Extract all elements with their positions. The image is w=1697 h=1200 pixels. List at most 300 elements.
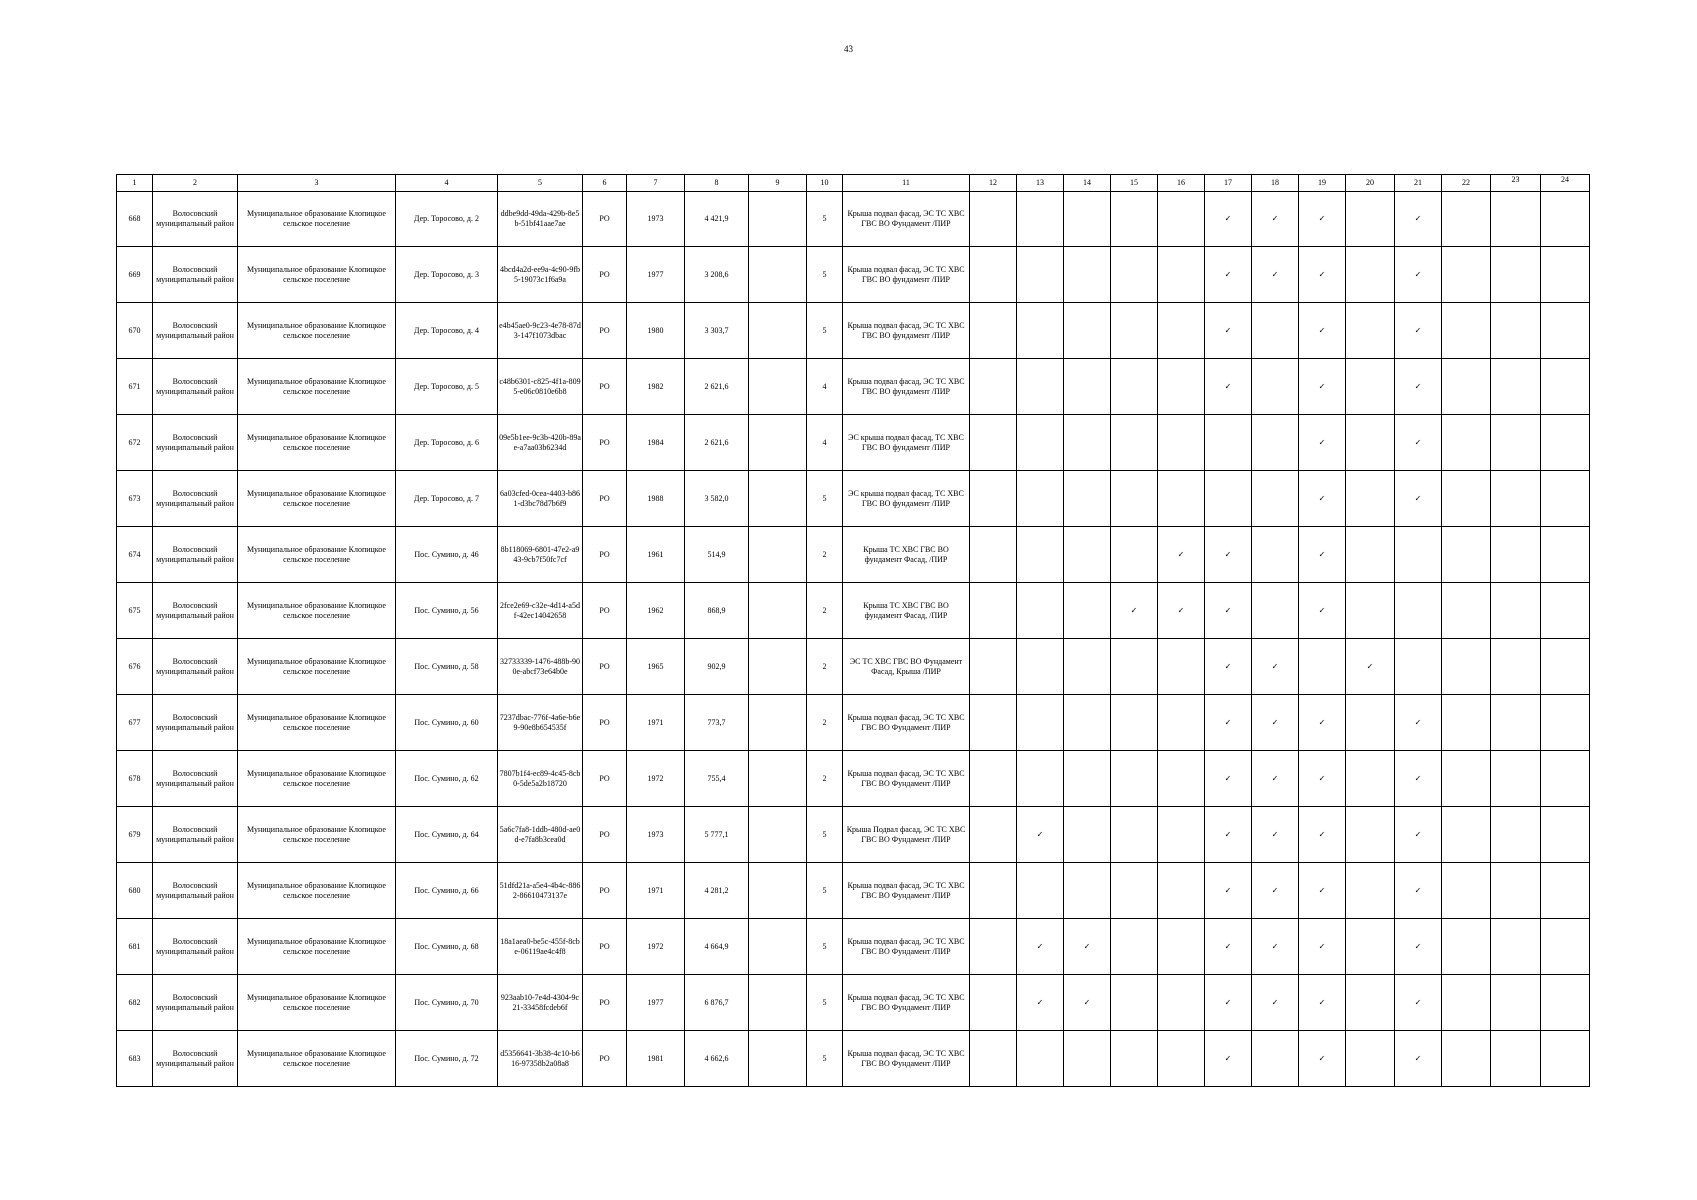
checkmark-cell: ✓ xyxy=(1252,247,1299,303)
district-cell: Волосовский муниципальный район xyxy=(153,919,238,975)
house-id-cell: 4bcd4a2d-ee9a-4c90-9fb5-19073c1f6a9a xyxy=(498,247,583,303)
col9-cell xyxy=(749,247,807,303)
empty-cell xyxy=(1252,359,1299,415)
empty-cell xyxy=(970,919,1017,975)
empty-cell xyxy=(1252,415,1299,471)
municipality-cell: Муниципальное образование Клопицкое сельское поселение xyxy=(238,807,396,863)
checkmark-cell: ✓ xyxy=(1299,359,1346,415)
municipality-cell: Муниципальное образование Клопицкое сельское поселение xyxy=(238,1031,396,1087)
col9-cell xyxy=(749,639,807,695)
address-cell: Пос. Сумино, д. 66 xyxy=(396,863,498,919)
empty-cell xyxy=(1158,415,1205,471)
area-cell: 2 621,6 xyxy=(685,415,749,471)
empty-cell xyxy=(1064,471,1111,527)
column-header-17: 17 xyxy=(1205,175,1252,192)
empty-cell xyxy=(1346,807,1395,863)
empty-cell xyxy=(1158,639,1205,695)
floors-cell: 5 xyxy=(807,1031,843,1087)
ownership-cell: РО xyxy=(583,527,627,583)
row-number-cell: 674 xyxy=(117,527,153,583)
checkmark-cell: ✓ xyxy=(1395,359,1442,415)
house-id-cell: ddbe9dd-49da-429b-8e5b-51bf41aae7ae xyxy=(498,192,583,247)
table-row xyxy=(117,415,1590,471)
empty-cell xyxy=(1346,527,1395,583)
empty-cell xyxy=(1346,751,1395,807)
district-cell: Волосовский муниципальный район xyxy=(153,807,238,863)
row-number-cell: 672 xyxy=(117,415,153,471)
empty-cell xyxy=(1491,247,1541,303)
works-cell: Крыша подвал фасад, ЭС ТС ХВС ГВС ВО фундамент /ПИР xyxy=(843,359,970,415)
municipality-cell: Муниципальное образование Клопицкое сельское поселение xyxy=(238,695,396,751)
checkmark-cell: ✓ xyxy=(1111,583,1158,639)
empty-cell xyxy=(1442,415,1491,471)
checkmark-cell: ✓ xyxy=(1299,807,1346,863)
checkmark-cell: ✓ xyxy=(1299,919,1346,975)
checkmark-cell: ✓ xyxy=(1158,583,1205,639)
empty-cell xyxy=(1111,247,1158,303)
empty-cell xyxy=(1111,639,1158,695)
checkmark-cell: ✓ xyxy=(1395,975,1442,1031)
district-cell: Волосовский муниципальный район xyxy=(153,415,238,471)
address-cell: Дер. Торосово, д. 6 xyxy=(396,415,498,471)
col9-cell xyxy=(749,807,807,863)
year-cell: 1972 xyxy=(627,751,685,807)
ownership-cell: РО xyxy=(583,919,627,975)
address-cell: Дер. Торосово, д. 4 xyxy=(396,303,498,359)
empty-cell xyxy=(1346,695,1395,751)
municipality-cell: Муниципальное образование Клопицкое сельское поселение xyxy=(238,247,396,303)
column-header-24: 24 xyxy=(1541,175,1590,192)
district-cell: Волосовский муниципальный район xyxy=(153,695,238,751)
empty-cell xyxy=(1064,247,1111,303)
works-cell: Крыша подвал фасад, ЭС ТС ХВС ГВС ВО Фундамент /ПИР xyxy=(843,192,970,247)
empty-cell xyxy=(1111,807,1158,863)
empty-cell xyxy=(1017,695,1064,751)
area-cell: 902,9 xyxy=(685,639,749,695)
district-cell: Волосовский муниципальный район xyxy=(153,1031,238,1087)
empty-cell xyxy=(1442,583,1491,639)
area-cell: 4 421,9 xyxy=(685,192,749,247)
year-cell: 1988 xyxy=(627,471,685,527)
empty-cell xyxy=(1064,695,1111,751)
address-cell: Пос. Сумино, д. 62 xyxy=(396,751,498,807)
municipality-cell: Муниципальное образование Клопицкое сельское поселение xyxy=(238,975,396,1031)
area-cell: 3 208,6 xyxy=(685,247,749,303)
empty-cell xyxy=(1064,583,1111,639)
checkmark-cell: ✓ xyxy=(1252,192,1299,247)
checkmark-cell: ✓ xyxy=(1252,639,1299,695)
empty-cell xyxy=(1111,415,1158,471)
area-cell: 4 662,6 xyxy=(685,1031,749,1087)
empty-cell xyxy=(1111,359,1158,415)
empty-cell xyxy=(1346,303,1395,359)
empty-cell xyxy=(1158,751,1205,807)
empty-cell xyxy=(1442,863,1491,919)
address-cell: Дер. Торосово, д. 7 xyxy=(396,471,498,527)
empty-cell xyxy=(1541,527,1590,583)
ownership-cell: РО xyxy=(583,695,627,751)
empty-cell xyxy=(1346,919,1395,975)
house-id-cell: 32733339-1476-488b-900e-abcf73e64b0e xyxy=(498,639,583,695)
table-row xyxy=(117,919,1590,975)
empty-cell xyxy=(1017,863,1064,919)
year-cell: 1961 xyxy=(627,527,685,583)
empty-cell xyxy=(1541,751,1590,807)
empty-cell xyxy=(1017,359,1064,415)
checkmark-cell: ✓ xyxy=(1017,919,1064,975)
checkmark-cell: ✓ xyxy=(1205,247,1252,303)
ownership-cell: РО xyxy=(583,359,627,415)
empty-cell xyxy=(1395,583,1442,639)
empty-cell xyxy=(1017,1031,1064,1087)
housing-register-table xyxy=(116,174,1590,1087)
checkmark-cell: ✓ xyxy=(1252,751,1299,807)
checkmark-cell: ✓ xyxy=(1299,415,1346,471)
municipality-cell: Муниципальное образование Клопицкое сельское поселение xyxy=(238,471,396,527)
area-cell: 6 876,7 xyxy=(685,975,749,1031)
checkmark-cell: ✓ xyxy=(1395,1031,1442,1087)
empty-cell xyxy=(1017,527,1064,583)
year-cell: 1973 xyxy=(627,807,685,863)
column-header-16: 16 xyxy=(1158,175,1205,192)
table-row xyxy=(117,527,1590,583)
checkmark-cell: ✓ xyxy=(1252,807,1299,863)
empty-cell xyxy=(1541,863,1590,919)
address-cell: Пос. Сумино, д. 60 xyxy=(396,695,498,751)
empty-cell xyxy=(1491,471,1541,527)
works-cell: Крыша подвал фасад, ЭС ТС ХВС ГВС ВО Фундамент /ПИР xyxy=(843,975,970,1031)
row-number-cell: 679 xyxy=(117,807,153,863)
empty-cell xyxy=(1541,695,1590,751)
col9-cell xyxy=(749,527,807,583)
empty-cell xyxy=(1541,807,1590,863)
empty-cell xyxy=(1205,471,1252,527)
column-header-6: 6 xyxy=(583,175,627,192)
empty-cell xyxy=(1111,919,1158,975)
house-id-cell: 7807b1f4-ec89-4c45-8cb0-5de5a2b18720 xyxy=(498,751,583,807)
col9-cell xyxy=(749,751,807,807)
area-cell: 4 664,9 xyxy=(685,919,749,975)
empty-cell xyxy=(1442,919,1491,975)
checkmark-cell: ✓ xyxy=(1205,863,1252,919)
checkmark-cell: ✓ xyxy=(1205,583,1252,639)
empty-cell xyxy=(970,192,1017,247)
column-header-13: 13 xyxy=(1017,175,1064,192)
row-number-cell: 676 xyxy=(117,639,153,695)
year-cell: 1965 xyxy=(627,639,685,695)
checkmark-cell: ✓ xyxy=(1205,639,1252,695)
checkmark-cell: ✓ xyxy=(1252,863,1299,919)
checkmark-cell: ✓ xyxy=(1299,303,1346,359)
empty-cell xyxy=(1158,471,1205,527)
row-number-cell: 678 xyxy=(117,751,153,807)
house-id-cell: d5356641-3b38-4c10-b616-97358b2a08a8 xyxy=(498,1031,583,1087)
empty-cell xyxy=(970,975,1017,1031)
empty-cell xyxy=(1442,192,1491,247)
empty-cell xyxy=(1064,639,1111,695)
empty-cell xyxy=(1346,583,1395,639)
ownership-cell: РО xyxy=(583,1031,627,1087)
row-number-cell: 675 xyxy=(117,583,153,639)
empty-cell xyxy=(1158,863,1205,919)
col9-cell xyxy=(749,359,807,415)
empty-cell xyxy=(1491,1031,1541,1087)
checkmark-cell: ✓ xyxy=(1205,303,1252,359)
row-number-cell: 681 xyxy=(117,919,153,975)
empty-cell xyxy=(1442,359,1491,415)
empty-cell xyxy=(1158,695,1205,751)
area-cell: 514,9 xyxy=(685,527,749,583)
empty-cell xyxy=(970,807,1017,863)
house-id-cell: 923aab10-7e4d-4304-9c21-33458fcdeb6f xyxy=(498,975,583,1031)
table-row xyxy=(117,359,1590,415)
area-cell: 4 281,2 xyxy=(685,863,749,919)
col9-cell xyxy=(749,919,807,975)
checkmark-cell: ✓ xyxy=(1299,527,1346,583)
column-header-4: 4 xyxy=(396,175,498,192)
empty-cell xyxy=(1491,919,1541,975)
floors-cell: 5 xyxy=(807,975,843,1031)
floors-cell: 2 xyxy=(807,695,843,751)
column-header-11: 11 xyxy=(843,175,970,192)
column-header-22: 22 xyxy=(1442,175,1491,192)
works-cell: Крыша подвал фасад, ЭС ТС ХВС ГВС ВО Фундамент /ПИР xyxy=(843,919,970,975)
checkmark-cell: ✓ xyxy=(1395,415,1442,471)
works-cell: ЭС крыша подвал фасад, ТС ХВС ГВС ВО фундамент /ПИР xyxy=(843,471,970,527)
empty-cell xyxy=(1252,303,1299,359)
checkmark-cell: ✓ xyxy=(1205,527,1252,583)
empty-cell xyxy=(1491,751,1541,807)
empty-cell xyxy=(1442,807,1491,863)
checkmark-cell: ✓ xyxy=(1299,751,1346,807)
col9-cell xyxy=(749,1031,807,1087)
checkmark-cell: ✓ xyxy=(1395,471,1442,527)
checkmark-cell: ✓ xyxy=(1299,247,1346,303)
municipality-cell: Муниципальное образование Клопицкое сельское поселение xyxy=(238,192,396,247)
checkmark-cell: ✓ xyxy=(1395,751,1442,807)
row-number-cell: 670 xyxy=(117,303,153,359)
area-cell: 3 303,7 xyxy=(685,303,749,359)
empty-cell xyxy=(1346,975,1395,1031)
empty-cell xyxy=(1442,975,1491,1031)
year-cell: 1973 xyxy=(627,192,685,247)
empty-cell xyxy=(1395,527,1442,583)
checkmark-cell: ✓ xyxy=(1299,695,1346,751)
house-id-cell: 8b118069-6801-47e2-a943-9cb7f50fc7cf xyxy=(498,527,583,583)
ownership-cell: РО xyxy=(583,471,627,527)
ownership-cell: РО xyxy=(583,247,627,303)
checkmark-cell: ✓ xyxy=(1395,807,1442,863)
checkmark-cell: ✓ xyxy=(1395,695,1442,751)
floors-cell: 2 xyxy=(807,527,843,583)
checkmark-cell: ✓ xyxy=(1395,919,1442,975)
ownership-cell: РО xyxy=(583,583,627,639)
table-row xyxy=(117,695,1590,751)
district-cell: Волосовский муниципальный район xyxy=(153,527,238,583)
checkmark-cell: ✓ xyxy=(1395,247,1442,303)
empty-cell xyxy=(1017,639,1064,695)
empty-cell xyxy=(1346,192,1395,247)
address-cell: Пос. Сумино, д. 68 xyxy=(396,919,498,975)
year-cell: 1980 xyxy=(627,303,685,359)
checkmark-cell: ✓ xyxy=(1017,975,1064,1031)
year-cell: 1977 xyxy=(627,247,685,303)
checkmark-cell: ✓ xyxy=(1395,303,1442,359)
empty-cell xyxy=(970,751,1017,807)
checkmark-cell: ✓ xyxy=(1252,919,1299,975)
empty-cell xyxy=(1541,639,1590,695)
area-cell: 755,4 xyxy=(685,751,749,807)
empty-cell xyxy=(1541,192,1590,247)
floors-cell: 5 xyxy=(807,807,843,863)
floors-cell: 5 xyxy=(807,863,843,919)
address-cell: Пос. Сумино, д. 72 xyxy=(396,1031,498,1087)
floors-cell: 5 xyxy=(807,919,843,975)
column-number-row xyxy=(117,175,1590,192)
house-id-cell: 18a1aea0-be5c-455f-8cbe-06119ae4c4f8 xyxy=(498,919,583,975)
empty-cell xyxy=(970,247,1017,303)
empty-cell xyxy=(970,303,1017,359)
empty-cell xyxy=(1158,919,1205,975)
empty-cell xyxy=(1442,639,1491,695)
works-cell: ЭС ТС ХВС ГВС ВО Фундамент Фасад, Крыша /ПИР xyxy=(843,639,970,695)
empty-cell xyxy=(1541,415,1590,471)
table-row xyxy=(117,247,1590,303)
floors-cell: 5 xyxy=(807,303,843,359)
empty-cell xyxy=(1442,695,1491,751)
house-id-cell: e4b45ae0-9c23-4e78-87d3-147f1073dbac xyxy=(498,303,583,359)
empty-cell xyxy=(970,583,1017,639)
district-cell: Волосовский муниципальный район xyxy=(153,639,238,695)
works-cell: ЭС крыша подвал фасад, ТС ХВС ГВС ВО фундамент /ПИР xyxy=(843,415,970,471)
checkmark-cell: ✓ xyxy=(1205,975,1252,1031)
address-cell: Пос. Сумино, д. 70 xyxy=(396,975,498,1031)
col9-cell xyxy=(749,695,807,751)
address-cell: Дер. Торосово, д. 3 xyxy=(396,247,498,303)
empty-cell xyxy=(1017,583,1064,639)
empty-cell xyxy=(1252,527,1299,583)
floors-cell: 2 xyxy=(807,751,843,807)
empty-cell xyxy=(1064,1031,1111,1087)
empty-cell xyxy=(1346,247,1395,303)
checkmark-cell: ✓ xyxy=(1299,192,1346,247)
row-number-cell: 671 xyxy=(117,359,153,415)
floors-cell: 4 xyxy=(807,415,843,471)
col9-cell xyxy=(749,583,807,639)
empty-cell xyxy=(1158,807,1205,863)
column-header-21: 21 xyxy=(1395,175,1442,192)
empty-cell xyxy=(1064,359,1111,415)
empty-cell xyxy=(1064,303,1111,359)
column-header-1: 1 xyxy=(117,175,153,192)
column-header-9: 9 xyxy=(749,175,807,192)
house-id-cell: 09e5b1ee-9c3b-420b-89ae-a7aa03b6234d xyxy=(498,415,583,471)
floors-cell: 2 xyxy=(807,639,843,695)
district-cell: Волосовский муниципальный район xyxy=(153,359,238,415)
table-row xyxy=(117,975,1590,1031)
empty-cell xyxy=(1541,471,1590,527)
municipality-cell: Муниципальное образование Клопицкое сельское поселение xyxy=(238,863,396,919)
district-cell: Волосовский муниципальный район xyxy=(153,863,238,919)
municipality-cell: Муниципальное образование Клопицкое сельское поселение xyxy=(238,751,396,807)
municipality-cell: Муниципальное образование Клопицкое сельское поселение xyxy=(238,527,396,583)
year-cell: 1971 xyxy=(627,695,685,751)
column-header-18: 18 xyxy=(1252,175,1299,192)
empty-cell xyxy=(1017,303,1064,359)
municipality-cell: Муниципальное образование Клопицкое сельское поселение xyxy=(238,303,396,359)
ownership-cell: РО xyxy=(583,192,627,247)
column-header-8: 8 xyxy=(685,175,749,192)
empty-cell xyxy=(1541,583,1590,639)
empty-cell xyxy=(1346,863,1395,919)
empty-cell xyxy=(1111,527,1158,583)
house-id-cell: c48b6301-c825-4f1a-8095-e06c0810e6b8 xyxy=(498,359,583,415)
column-header-2: 2 xyxy=(153,175,238,192)
works-cell: Крыша ТС ХВС ГВС ВО фундамент Фасад, /ПИР xyxy=(843,583,970,639)
checkmark-cell: ✓ xyxy=(1299,471,1346,527)
column-header-3: 3 xyxy=(238,175,396,192)
district-cell: Волосовский муниципальный район xyxy=(153,975,238,1031)
row-number-cell: 682 xyxy=(117,975,153,1031)
empty-cell xyxy=(1017,192,1064,247)
empty-cell xyxy=(1442,527,1491,583)
empty-cell xyxy=(1491,359,1541,415)
empty-cell xyxy=(1541,919,1590,975)
empty-cell xyxy=(1491,303,1541,359)
area-cell: 773,7 xyxy=(685,695,749,751)
area-cell: 3 582,0 xyxy=(685,471,749,527)
floors-cell: 5 xyxy=(807,192,843,247)
floors-cell: 5 xyxy=(807,471,843,527)
empty-cell xyxy=(1541,975,1590,1031)
column-header-20: 20 xyxy=(1346,175,1395,192)
house-id-cell: 51dfd21a-a5e4-4b4c-8862-86610473137e xyxy=(498,863,583,919)
row-number-cell: 683 xyxy=(117,1031,153,1087)
year-cell: 1984 xyxy=(627,415,685,471)
empty-cell xyxy=(1346,415,1395,471)
works-cell: Крыша подвал фасад, ЭС ТС ХВС ГВС ВО Фундамент /ПИР xyxy=(843,695,970,751)
checkmark-cell: ✓ xyxy=(1299,1031,1346,1087)
checkmark-cell: ✓ xyxy=(1205,695,1252,751)
empty-cell xyxy=(1158,192,1205,247)
col9-cell xyxy=(749,415,807,471)
empty-cell xyxy=(1541,303,1590,359)
empty-cell xyxy=(970,415,1017,471)
empty-cell xyxy=(1491,695,1541,751)
floors-cell: 4 xyxy=(807,359,843,415)
empty-cell xyxy=(970,1031,1017,1087)
empty-cell xyxy=(1158,303,1205,359)
checkmark-cell: ✓ xyxy=(1064,919,1111,975)
checkmark-cell: ✓ xyxy=(1205,192,1252,247)
empty-cell xyxy=(1158,247,1205,303)
empty-cell xyxy=(1017,471,1064,527)
empty-cell xyxy=(1491,807,1541,863)
checkmark-cell: ✓ xyxy=(1395,192,1442,247)
row-number-cell: 673 xyxy=(117,471,153,527)
empty-cell xyxy=(1158,975,1205,1031)
checkmark-cell: ✓ xyxy=(1299,583,1346,639)
empty-cell xyxy=(1111,471,1158,527)
table-row xyxy=(117,1031,1590,1087)
checkmark-cell: ✓ xyxy=(1299,975,1346,1031)
empty-cell xyxy=(1252,583,1299,639)
table-row xyxy=(117,471,1590,527)
works-cell: Крыша подвал фасад, ЭС ТС ХВС ГВС ВО Фундамент /ПИР xyxy=(843,1031,970,1087)
page-number: 43 xyxy=(844,44,853,54)
table-row xyxy=(117,751,1590,807)
empty-cell xyxy=(1017,247,1064,303)
